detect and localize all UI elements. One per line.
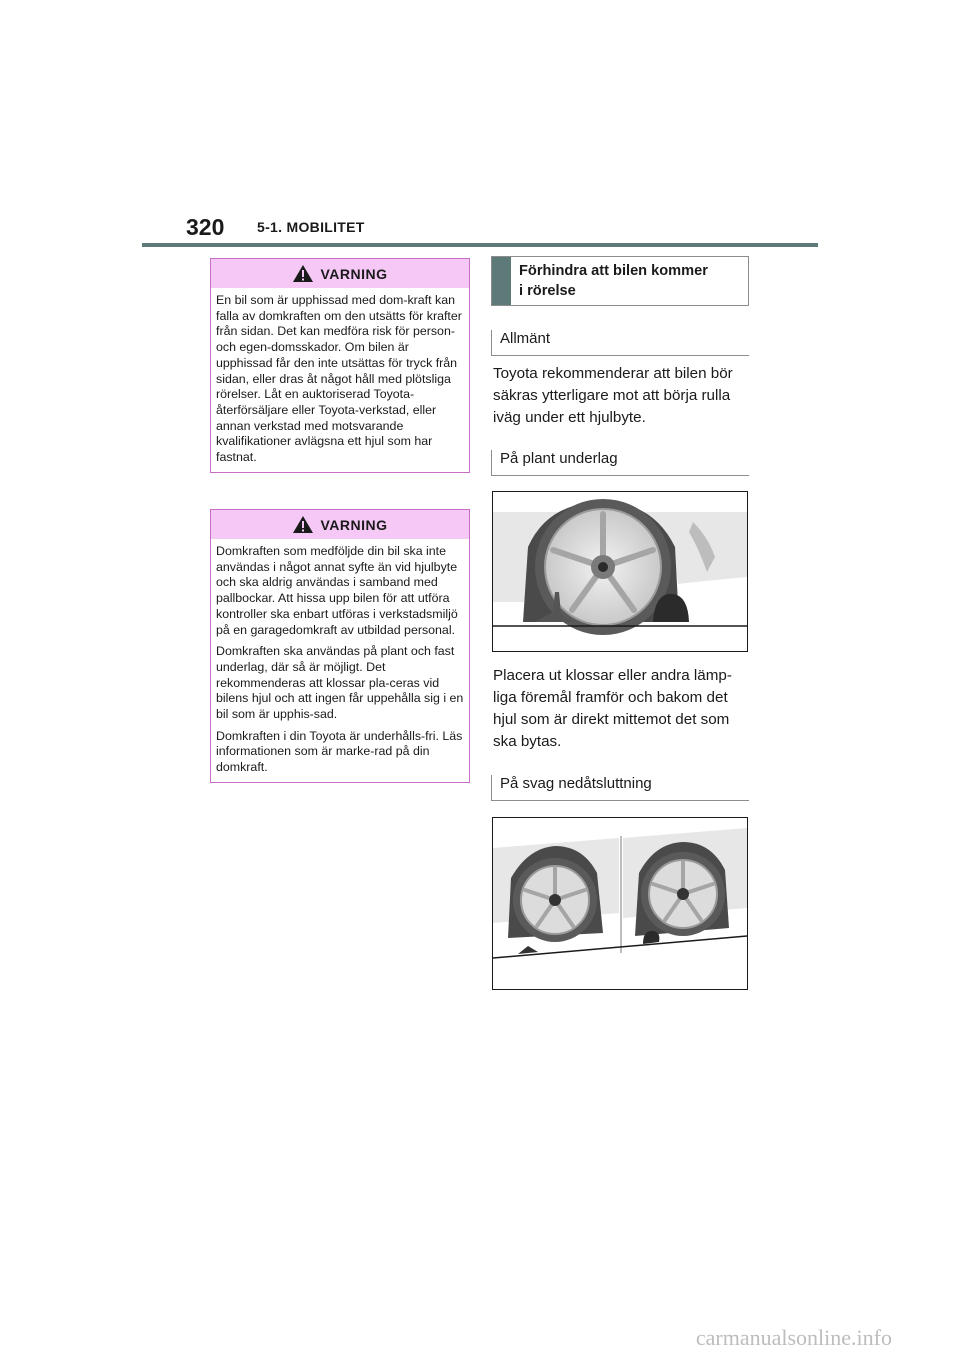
page-number: 320 xyxy=(186,214,225,240)
warning-triangle-icon xyxy=(292,515,314,534)
figure-flat-ground xyxy=(492,491,748,652)
watermark: carmanualsonline.info xyxy=(695,1325,892,1350)
figure-slope xyxy=(492,817,748,990)
subheading-general: Allmänt xyxy=(491,330,749,356)
warning-body xyxy=(211,288,469,472)
header-rule xyxy=(142,243,818,247)
subheading-flat-ground: På plant underlag xyxy=(491,450,749,476)
car-slope-chock-illustration xyxy=(493,818,747,989)
warning-triangle-icon xyxy=(292,264,314,283)
warning-title: VARNING xyxy=(320,516,388,533)
warning-header xyxy=(211,510,469,539)
topic-box xyxy=(491,256,749,306)
warning-paragraph: En bil som är upphissad med dom-kraft kan falla av domkraften om den utsätts för krafter från sidan. Det kan medföra risk för person- och egen-domsskador. Om bilen är upphissad får den inte utsättas för tryck från sidan, eller dras åt något håll med plötsliga rörelser. Låt en auktoriserad Toyota-återförsäljare eller Toyota-verkstad, eller annan verkstad med motsvarande kvalifikationer avlägsna ett hjul som har fastnat. xyxy=(216,293,462,465)
warning-box-1 xyxy=(210,258,470,473)
warning-body xyxy=(211,539,469,782)
warning-box-2 xyxy=(210,509,470,783)
car-wheel-chock-illustration xyxy=(493,492,747,651)
warning-paragraph: Domkraften i din Toyota är underhålls-fri. Läs informationen som är marke-rad på din domkraft. xyxy=(216,728,463,775)
warning-header xyxy=(211,259,469,288)
topic-title: Förhindra att bilen kommer i rörelse xyxy=(519,263,708,299)
paragraph-flat-ground: Placera ut klossar eller andra lämp-liga föremål framför och bakom det hjul som är direkt mittemot det som ska bytas. xyxy=(493,667,732,750)
subheading-slope: På svag nedåtsluttning xyxy=(491,775,749,801)
section-title: 5-1. MOBILITET xyxy=(257,219,365,235)
topic-accent-bar xyxy=(492,257,511,305)
paragraph-general: Toyota rekommenderar att bilen bör säkras ytterligare mot att börja rulla iväg under ett hjulbyte. xyxy=(493,365,733,426)
warning-paragraph: Domkraften ska användas på plant och fast underlag, där så är möjligt. Det rekommenderas att klossar pla-ceras vid bilens hjul och att ingen får uppehålla sig i en bil som är upphis-sad. xyxy=(216,644,464,722)
warning-paragraph: Domkraften som medföljde din bil ska inte användas i något annat syfte än vid hjulbyte och ska aldrig användas i samband med pallbockar. Att hissa upp bilen för att utföra kontroller ska enbart utföras i verkstadsmiljö på en garagedomkraft av utbildad personal. xyxy=(216,544,458,637)
warning-title: VARNING xyxy=(320,265,388,282)
